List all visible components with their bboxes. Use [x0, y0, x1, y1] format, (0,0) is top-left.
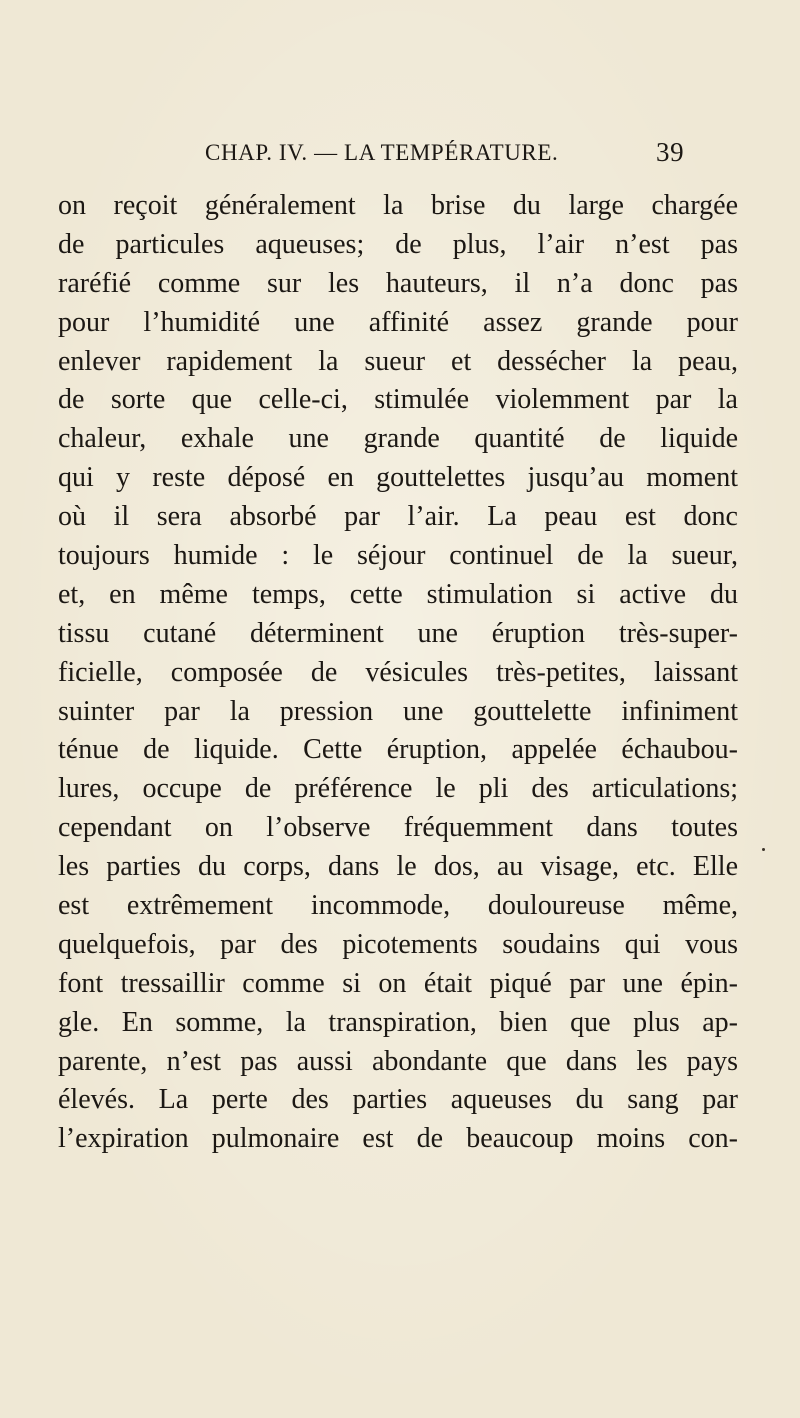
text-line: où il sera absorbé par l’air. La peau est donc — [58, 501, 738, 533]
text-line: cependant on l’observe fréquemment dans toutes — [58, 812, 738, 844]
text-line: font tressaillir comme si on était piqué par une épin- — [58, 967, 738, 999]
text-line: gle. En somme, la transpiration, bien que plus ap- — [58, 1006, 738, 1038]
text-line: quelquefois, par des picotements soudains qui vous — [58, 928, 738, 960]
text-line: de sorte que celle-ci, stimulée violemment par la — [58, 384, 738, 416]
text-line: élevés. La perte des parties aqueuses du sang par — [58, 1084, 738, 1116]
text-line: de particules aqueuses; de plus, l’air n’est pas — [58, 228, 738, 260]
text-line: ténue de liquide. Cette éruption, appelée échaubou- — [58, 734, 738, 766]
text-line: les parties du corps, dans le dos, au visage, etc. Elle — [58, 851, 738, 883]
text-line: l’expiration pulmonaire est de beaucoup moins con- — [58, 1123, 738, 1155]
running-head — [205, 138, 685, 174]
text-line: et, en même temps, cette stimulation si active du — [58, 578, 738, 610]
text-line: qui y reste déposé en gouttelettes jusqu’au moment — [58, 462, 738, 494]
text-line: enlever rapidement la sueur et dessécher la peau, — [58, 345, 738, 377]
text-line: est extrêmement incommode, douloureuse même, — [58, 890, 738, 922]
page-number: 39 — [656, 137, 685, 167]
text-line: on reçoit généralement la brise du large chargée — [58, 190, 738, 221]
text-line: suinter par la pression une gouttelette infiniment — [58, 695, 738, 727]
text-line: tissu cutané déterminent une éruption très-super- — [58, 617, 738, 649]
text-line: parente, n’est pas aussi abondante que dans les pays — [58, 1045, 738, 1077]
text-line: chaleur, exhale une grande quantité de liquide — [58, 423, 738, 455]
text-line: pour l’humidité une affinité assez grande pour — [58, 306, 738, 338]
running-title: CHAP. IV. — LA TEMPÉRATURE. — [205, 140, 559, 165]
text-line: toujours humide : le séjour continuel de la sueur, — [58, 540, 738, 572]
text-line: ficielle, composée de vésicules très-petites, laissant — [58, 656, 738, 688]
text-line: lures, occupe de préférence le pli des articulations; — [58, 773, 738, 805]
body-text — [58, 187, 738, 1159]
text-line: raréfié comme sur les hauteurs, il n’a donc pas — [58, 267, 738, 299]
ink-speck — [762, 848, 765, 851]
